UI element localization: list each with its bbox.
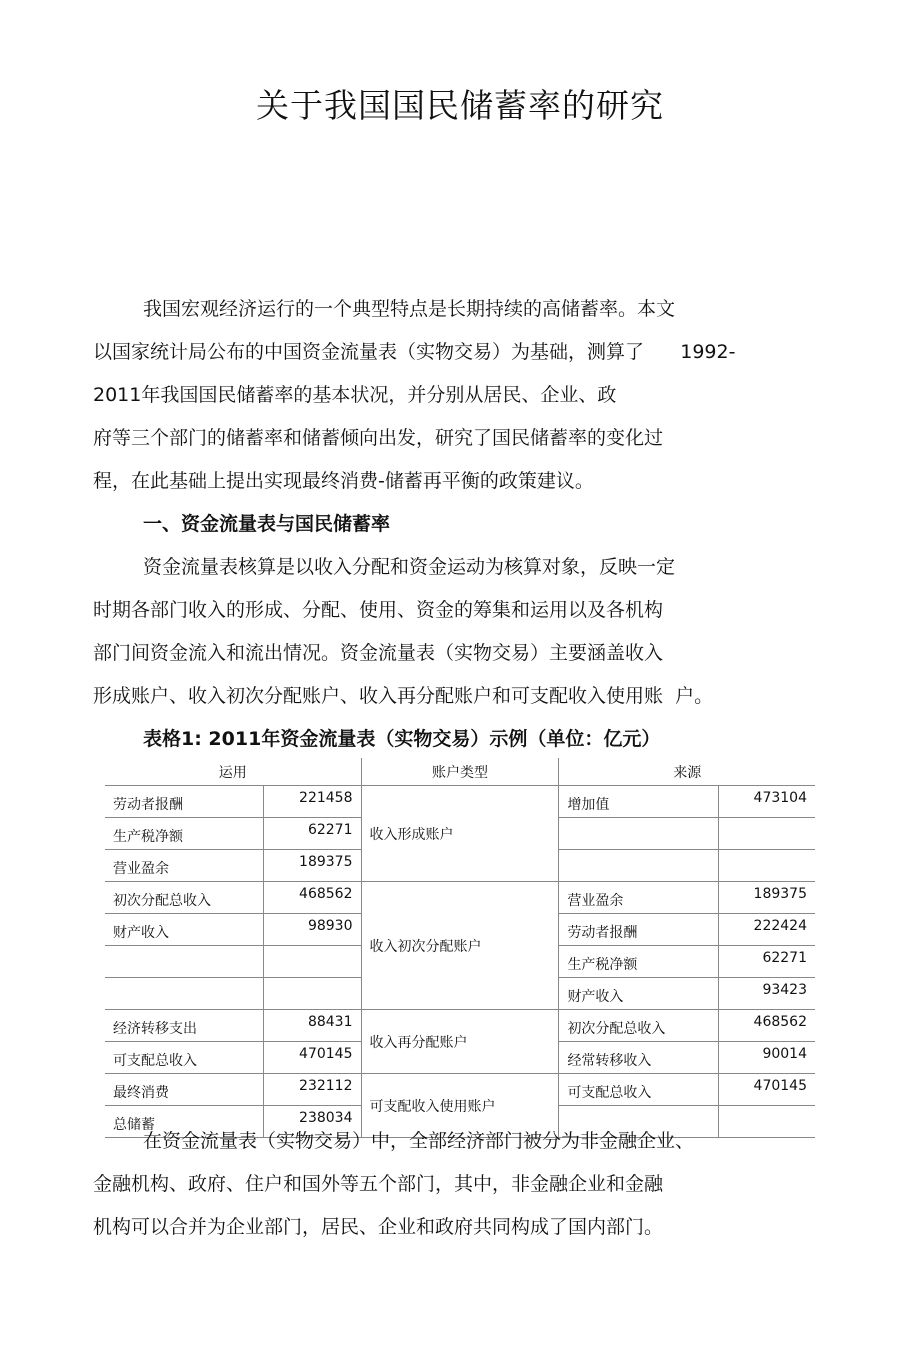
use-item: 生产税净额: [105, 818, 263, 850]
use-value: [263, 978, 361, 1010]
source-item: 初次分配总收入: [559, 1010, 718, 1042]
intro-paragraph: [93, 288, 853, 718]
table-row: [105, 1010, 815, 1042]
source-item: 经常转移收入: [559, 1042, 718, 1074]
text-line: 时期各部门收入的形成、分配、使用、资金的筹集和运用以及各机构: [93, 599, 664, 621]
use-value: 232112: [263, 1074, 361, 1106]
text-line: 机构可以合并为企业部门，居民、企业和政府共同构成了国内部门。: [93, 1216, 664, 1238]
table-row: [105, 882, 815, 914]
text-line: 金融机构、政府、住户和国外等五个部门，其中，非金融企业和金融: [93, 1173, 664, 1195]
source-value: 62271: [718, 946, 815, 978]
source-item: 营业盈余: [559, 882, 718, 914]
source-item: 劳动者报酬: [559, 914, 718, 946]
source-value: 473104: [718, 786, 815, 818]
use-item: 劳动者报酬: [105, 786, 263, 818]
source-item: [559, 818, 718, 850]
account-type: 收入形成账户: [361, 786, 559, 882]
use-item: 初次分配总收入: [105, 882, 263, 914]
table-header-row: [105, 758, 815, 786]
source-item: [559, 850, 718, 882]
use-value: 189375: [263, 850, 361, 882]
text-line: 资金流量表核算是以收入分配和资金运动为核算对象，反映一定: [143, 556, 676, 578]
use-value: 98930: [263, 914, 361, 946]
use-item: 财产收入: [105, 914, 263, 946]
source-value: 189375: [718, 882, 815, 914]
use-item: 总储蓄: [105, 1106, 263, 1138]
section-heading: 一、资金流量表与国民储蓄率: [143, 513, 391, 535]
table-row: [105, 1074, 815, 1106]
source-item: 财产收入: [559, 978, 718, 1010]
use-item: [105, 978, 263, 1010]
document-title: 关于我国国民储蓄率的研究: [256, 86, 664, 125]
source-value: 90014: [718, 1042, 815, 1074]
header-uses: 运用: [105, 758, 361, 786]
fund-flow-table: [105, 758, 815, 1138]
source-value: 468562: [718, 1010, 815, 1042]
text-line: 形成账户、收入初次分配账户、收入再分配账户和可支配收入使用账 户。: [93, 685, 714, 707]
text-line: 部门间资金流入和流出情况。资金流量表（实物交易）主要涵盖收入: [93, 642, 664, 664]
use-item: [105, 946, 263, 978]
table-caption: 表格1: 2011年资金流量表（实物交易）示例（单位：亿元）: [143, 728, 661, 750]
source-value: 222424: [718, 914, 815, 946]
source-item: 增加值: [559, 786, 718, 818]
source-value: [718, 850, 815, 882]
use-value: 88431: [263, 1010, 361, 1042]
use-item: 营业盈余: [105, 850, 263, 882]
table-row: [105, 786, 815, 818]
text-line: 以国家统计局公布的中国资金流量表（实物交易）为基础，测算了 1992-: [93, 341, 736, 363]
use-value: 62271: [263, 818, 361, 850]
source-value: 470145: [718, 1074, 815, 1106]
text-line: 我国宏观经济运行的一个典型特点是长期持续的高储蓄率。本文: [143, 298, 676, 320]
account-type: 可支配收入使用账户: [361, 1074, 559, 1138]
source-item: 生产税净额: [559, 946, 718, 978]
use-item: 最终消费: [105, 1074, 263, 1106]
use-value: 221458: [263, 786, 361, 818]
use-item: 经济转移支出: [105, 1010, 263, 1042]
text-line: 在资金流量表（实物交易）中，全部经济部门被分为非金融企业、: [143, 1130, 695, 1152]
header-account-type: 账户类型: [361, 758, 559, 786]
account-type: 收入初次分配账户: [361, 882, 559, 1010]
account-type: 收入再分配账户: [361, 1010, 559, 1074]
text-line: 2011年我国国民储蓄率的基本状况，并分别从居民、企业、政: [93, 384, 617, 406]
source-item: 可支配总收入: [559, 1074, 718, 1106]
source-value: 93423: [718, 978, 815, 1010]
text-line: 程，在此基础上提出实现最终消费-储蓄再平衡的政策建议。: [93, 470, 594, 492]
use-value: 470145: [263, 1042, 361, 1074]
closing-paragraph: [93, 1120, 853, 1249]
use-item: 可支配总收入: [105, 1042, 263, 1074]
use-value: 468562: [263, 882, 361, 914]
text-line: 府等三个部门的储蓄率和储蓄倾向出发，研究了国民储蓄率的变化过: [93, 427, 664, 449]
source-value: [718, 818, 815, 850]
use-value: 238034: [263, 1106, 361, 1138]
use-value: [263, 946, 361, 978]
header-sources: 来源: [559, 758, 815, 786]
